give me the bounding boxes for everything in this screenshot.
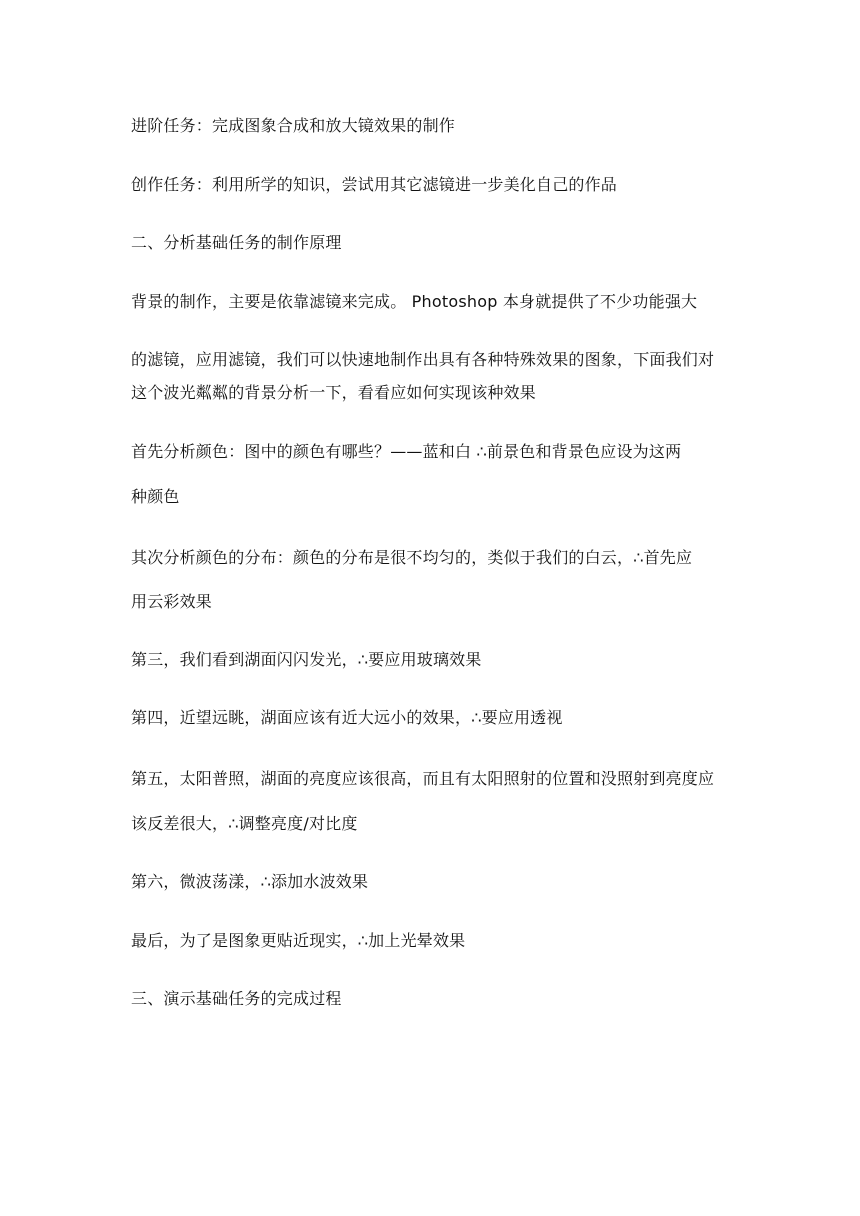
text-line-advanced-task: 进阶任务：完成图象合成和放大镜效果的制作 [131,116,456,135]
text-line-color-distribution-1: 其次分析颜色的分布：颜色的分布是很不均匀的，类似于我们的白云，∴首先应 [131,548,693,567]
text-line-third-point: 第三，我们看到湖面闪闪发光，∴要应用玻璃效果 [131,650,482,669]
text-line-last-point: 最后，为了是图象更贴近现实，∴加上光晕效果 [131,931,466,950]
section-heading-demo: 三、演示基础任务的完成过程 [131,989,342,1008]
text-line-background-2: 的滤镜，应用滤镜，我们可以快速地制作出具有各种特殊效果的图象，下面我们对 [131,350,715,369]
text-line-color-analysis-2: 种颜色 [131,487,180,506]
text-line-fourth-point: 第四，近望远眺，湖面应该有近大远小的效果，∴要应用透视 [131,708,563,727]
text-line-fifth-point-2: 该反差很大，∴调整亮度/对比度 [131,814,358,833]
text-line-fifth-point-1: 第五，太阳普照，湖面的亮度应该很高，而且有太阳照射的位置和没照射到亮度应 [131,769,715,788]
text-line-background-1: 背景的制作，主要是依靠滤镜来完成。 Photoshop 本身就提供了不少功能强大 [131,292,698,311]
text-line-color-distribution-2: 用云彩效果 [131,592,213,611]
text-line-color-analysis-1: 首先分析颜色：图中的颜色有哪些？——蓝和白 ∴前景色和背景色应设为这两 [131,442,682,461]
text-line-background-3: 这个波光粼粼的背景分析一下，看看应如何实现该种效果 [131,383,537,402]
text-line-sixth-point: 第六，微波荡漾，∴添加水波效果 [131,872,369,891]
section-heading-analysis: 二、分析基础任务的制作原理 [131,233,342,252]
text-line-creative-task: 创作任务：利用所学的知识，尝试用其它滤镜进一步美化自己的作品 [131,175,618,194]
